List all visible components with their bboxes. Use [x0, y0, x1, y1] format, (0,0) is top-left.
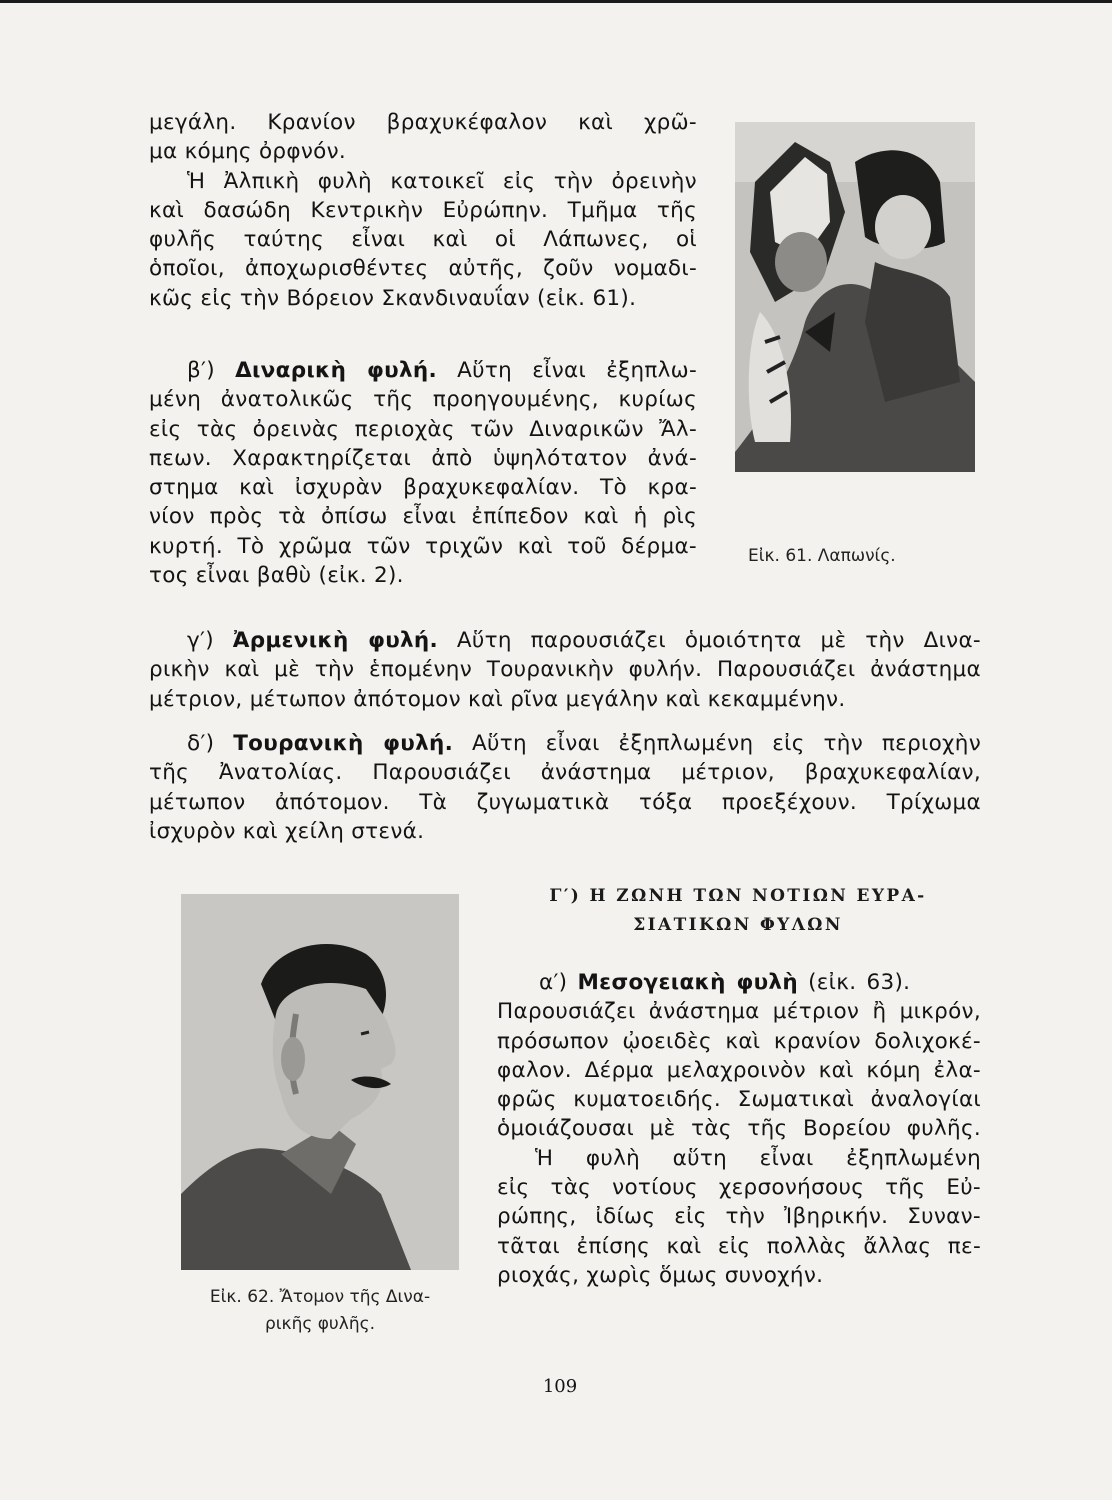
caption-line: ρικῆς φυλῆς. — [265, 1314, 375, 1334]
paragraph-label: γ′) — [187, 628, 214, 653]
text-line: τος εἶναι βαθὺ (εἰκ. 2). — [149, 563, 404, 589]
paragraph-title: Ἀρμενικὴ φυλή. — [232, 628, 439, 653]
lapp-woman-image — [735, 122, 975, 472]
text-line: ρώπης, ἰδίως εἰς τὴν Ἰβηρικήν. Συναν- — [497, 1204, 981, 1230]
text-line: εἰς τὰς νοτίους χερσονήσους τῆς Εὐ- — [497, 1175, 981, 1201]
figure-62-caption — [172, 1284, 468, 1338]
text-line: Παρουσιάζει ἀνάστημα μέτριον ἢ μικρόν, — [497, 999, 981, 1025]
heading-line: ΣΙΑΤΙΚΩΝ ΦΥΛΩΝ — [633, 915, 843, 935]
paragraph-label: δ′) — [187, 731, 215, 756]
text-line: φυλῆς ταύτης εἶναι καὶ οἱ Λάπωνες, οἱ — [149, 227, 697, 253]
paragraph-title: Τουρανικὴ φυλή. — [233, 731, 454, 756]
paragraph-title: Μεσογειακὴ φυλὴ — [577, 970, 798, 995]
page-number: 109 — [542, 1376, 578, 1397]
text-line: μέτριον, μέτωπον ἀπότομον καὶ ρῖνα μεγάλην καὶ κεκαμμένην. — [149, 686, 846, 712]
dinaric-man-portrait — [181, 894, 459, 1270]
section-heading — [500, 882, 976, 940]
text-line: ριοχάς, χωρὶς ὅμως συνοχήν. — [497, 1262, 824, 1288]
text-line: τᾶται ἐπίσης καὶ εἰς πολλὰς ἄλλας πε- — [497, 1233, 981, 1259]
text-line: ὁποῖοι, ἀποχωρισθέντες αὐτῆς, ζοῦν νομαδι- — [149, 256, 697, 282]
text-line: ρικὴν καὶ μὲ τὴν ἑπομένην Τουρανικὴν φυλήν. Παρουσιάζει ἀνάστημα — [149, 657, 981, 683]
alpine-text-block — [149, 108, 697, 313]
paragraph-title: Διναρικὴ φυλή. — [235, 358, 437, 383]
mediterranean-paragraph — [497, 968, 981, 1290]
figure-62-photo — [181, 894, 459, 1270]
text-line: μα κόμης ὀρφνόν. — [149, 139, 347, 165]
text-line — [149, 729, 981, 758]
text-line: νίον πρὸς τὰ ὀπίσω εἶναι ἐπίπεδον καὶ ἡ ρὶς — [149, 504, 697, 530]
text-run: (εἰκ. 63). — [808, 970, 911, 995]
text-line — [149, 356, 697, 385]
text-line: στημα καὶ ἰσχυρὰν βραχυκεφαλίαν. Τὸ κρα- — [149, 475, 697, 501]
text-line: ἰσχυρὸν καὶ χείλη στενά. — [149, 818, 425, 844]
paragraph-label: α′) — [539, 970, 568, 995]
figure-61-caption: Εἰκ. 61. Λαπωνίς. — [748, 546, 896, 566]
text-line: τῆς Ἀνατολίας. Παρουσιάζει ἀνάστημα μέτριον, βραχυκεφαλίαν, — [149, 760, 981, 786]
turanian-paragraph — [149, 729, 981, 846]
text-line: κυρτή. Τὸ χρῶμα τῶν τριχῶν καὶ τοῦ δέρμα- — [149, 533, 697, 559]
armenian-paragraph — [149, 626, 981, 714]
paragraph-label: β′) — [187, 358, 215, 383]
text-line: ὁμοιάζουσαι μὲ τὰς τῆς Βορείου φυλῆς. — [497, 1116, 981, 1142]
top-border — [0, 0, 1112, 3]
dinaric-paragraph — [149, 356, 697, 590]
heading-line: Γ′) Η ΖΩΝΗ ΤΩΝ ΝΟΤΙΩΝ ΕΥΡΑ- — [549, 886, 927, 906]
text-line: μένη ἀνατολικῶς τῆς προηγουμένης, κυρίως — [149, 387, 697, 413]
text-line: εἰς τὰς ὀρεινὰς περιοχὰς τῶν Διναρικῶν Ἄλ- — [149, 416, 697, 442]
text-line: πρόσωπον ᾠοειδὲς καὶ κρανίον δολιχοκέ- — [497, 1028, 981, 1054]
text-line: φαλον. Δέρμα μελαχροινὸν καὶ κόμη ἐλα- — [497, 1057, 981, 1083]
text-line: καὶ δασώδη Κεντρικὴν Εὐρώπην. Τμῆμα τῆς — [149, 197, 697, 223]
text-line: μεγάλη. Κρανίον βραχυκέφαλον καὶ χρῶ- — [149, 110, 697, 135]
text-line: κῶς εἰς τὴν Βόρειον Σκανδιναυΐαν (εἰκ. 61). — [149, 285, 637, 311]
text-line: φρῶς κυματοειδής. Σωματικαὶ ἀναλογίαι — [497, 1087, 981, 1113]
text-line: πεων. Χαρακτηρίζεται ἀπὸ ὑψηλότατον ἀνά- — [149, 445, 697, 471]
caption-line: Εἰκ. 62. Ἄτομον τῆς Δινα- — [209, 1287, 431, 1307]
text-line — [497, 968, 981, 997]
figure-61-photo — [735, 122, 975, 472]
text-run: Αὕτη εἶναι ἐξηπλω- — [457, 358, 698, 383]
text-line: Ἡ Ἀλπικὴ φυλὴ κατοικεῖ εἰς τὴν ὀρεινὴν — [187, 168, 697, 194]
text-line: Ἡ φυλὴ αὕτη εἶναι ἐξηπλωμένη — [535, 1145, 981, 1171]
text-run: Αὕτη εἶναι ἐξηπλωμένη εἰς τὴν περιοχὴν — [471, 731, 982, 756]
text-run: Αὕτη παρουσιάζει ὁμοιότητα μὲ τὴν Δινα- — [456, 628, 981, 653]
text-line — [149, 626, 981, 655]
text-line: μέτωπον ἀπότομον. Τὰ ζυγωματικὰ τόξα προεξέχουν. Τρίχωμα — [149, 789, 981, 815]
